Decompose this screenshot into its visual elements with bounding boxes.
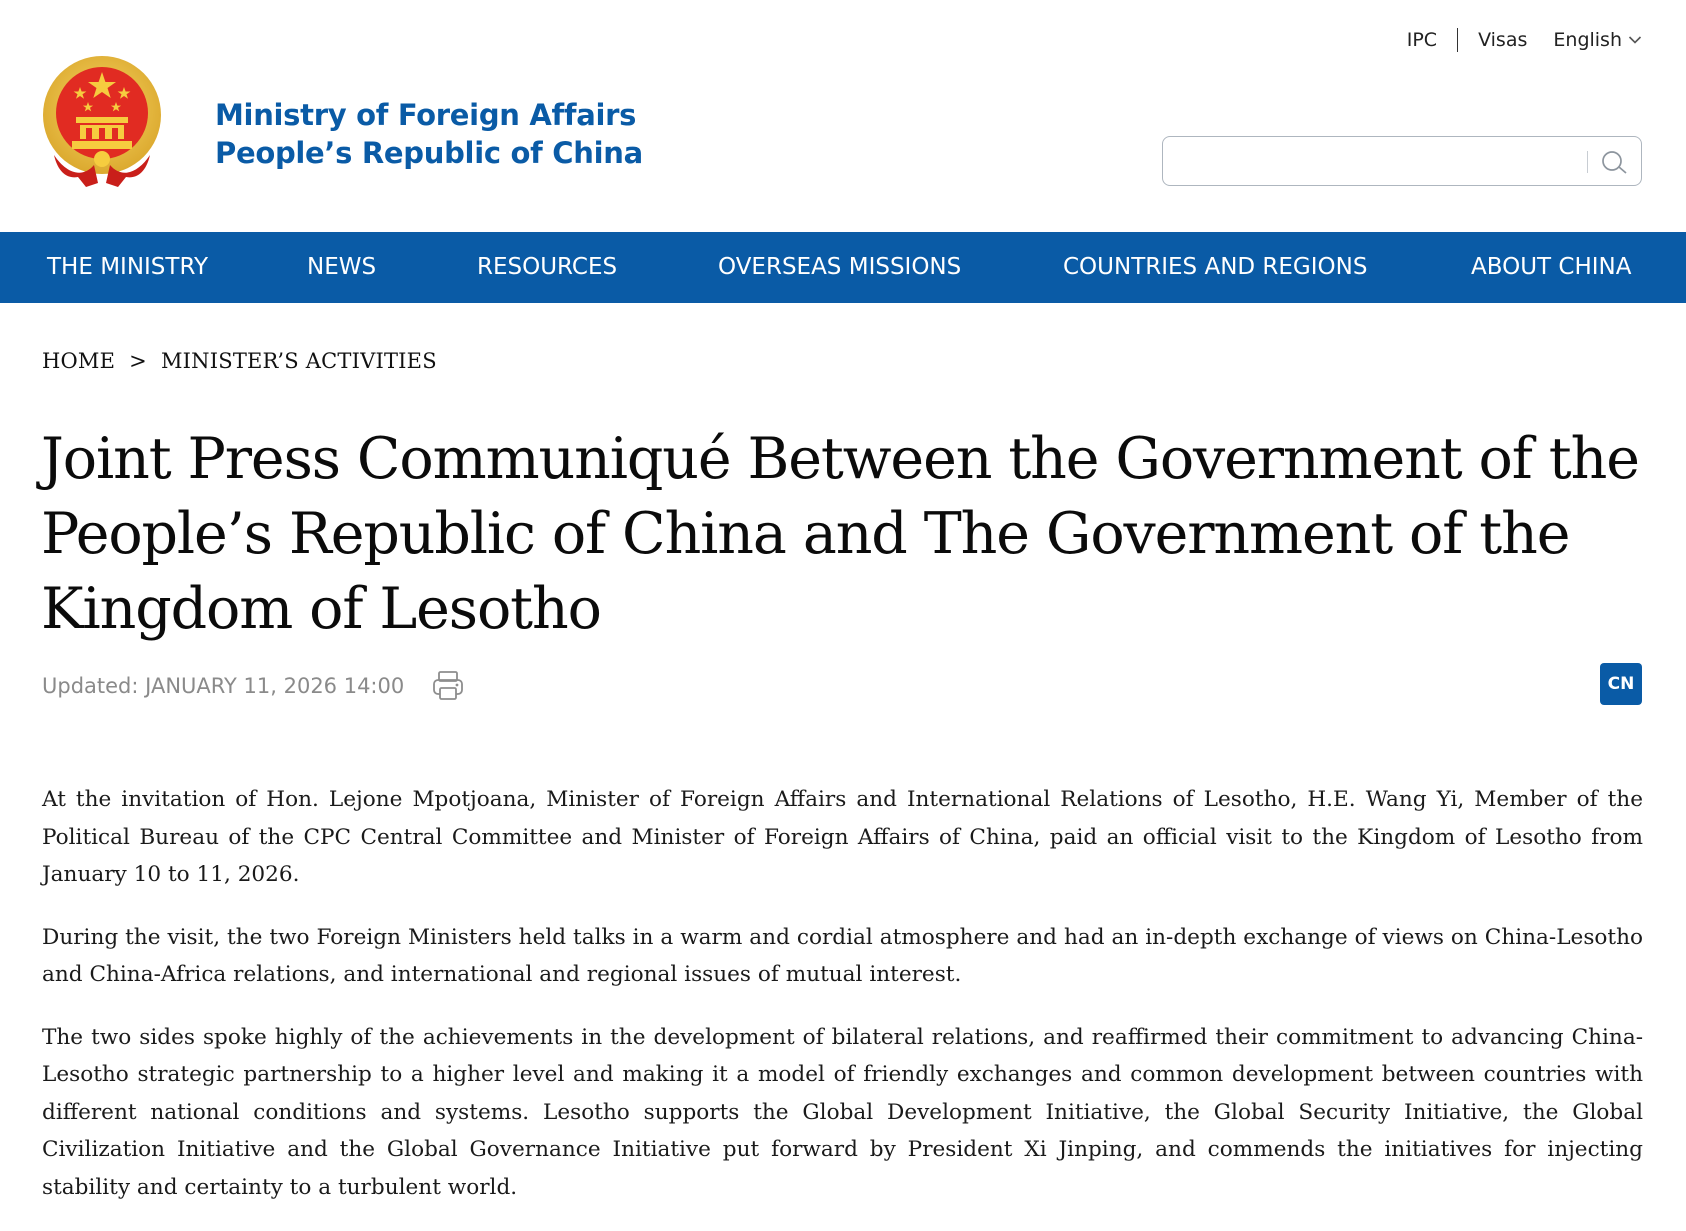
nav-item-resources[interactable]: RESOURCES: [477, 254, 618, 280]
language-label: English: [1553, 29, 1622, 51]
visas-link[interactable]: Visas: [1478, 29, 1528, 51]
search-icon: [1597, 147, 1633, 177]
article-meta: [42, 668, 466, 704]
paragraph: During the visit, the two Foreign Ministers held talks in a warm and cordial atmosphere and had an in-depth exchange of views on China-Lesotho and China-Africa relations, and international and regional issues of mutual interest.: [42, 924, 1643, 987]
search-input[interactable]: [1175, 145, 1589, 179]
article-body: [42, 781, 1643, 1231]
nav-item-about-china[interactable]: ABOUT CHINA: [1471, 254, 1632, 280]
search-divider: [1587, 151, 1588, 173]
nav-item-countries-and-regions[interactable]: COUNTRIES AND REGIONS: [1063, 254, 1368, 280]
language-selector[interactable]: [1553, 29, 1642, 51]
printer-icon[interactable]: [430, 668, 466, 704]
top-links: [1407, 28, 1642, 52]
nav-item-overseas-missions[interactable]: OVERSEAS MISSIONS: [718, 254, 962, 280]
ipc-link[interactable]: IPC: [1406, 29, 1438, 51]
chevron-down-icon: [1628, 35, 1642, 45]
brand-line-1: Ministry of Foreign Affairs: [215, 98, 637, 132]
breadcrumb-home[interactable]: HOME: [42, 349, 116, 373]
article-title: Joint Press Communiqué Between the Government of the People’s Republic of China and The Government of the Kingdom of Lesotho: [41, 426, 1639, 642]
ministry-brand[interactable]: [215, 96, 643, 172]
paragraph: At the invitation of Hon. Lejone Mpotjoana, Minister of Foreign Affairs and International Relations of Lesotho, H.E. Wang Yi, Member of the Political Bureau of the CPC Central Committee and Minister of Foreign Affairs of China, paid an official visit to the Kingdom of Lesotho from January 10 to 11, 2026.: [42, 787, 1643, 887]
breadcrumb: [42, 349, 437, 373]
breadcrumb-separator: >: [129, 349, 147, 373]
breadcrumb-current[interactable]: MINISTER’S ACTIVITIES: [160, 349, 437, 373]
paragraph: The two sides spoke highly of the achievements in the development of bilateral relations, and reaffirmed their commitment to advancing China-Lesotho strategic partnership to a higher level and making it a model of friendly exchanges and common development between countries with different national conditions and systems. Lesotho supports the Global Development Initiative, the Global Security Initiative, the Global Civilization Initiative and the Global Governance Initiative put forward by President Xi Jinping, and commends the initiatives for injecting stability and certainty to a turbulent world.: [42, 1024, 1643, 1200]
brand-line-2: People’s Republic of China: [215, 136, 643, 170]
main-navigation: [0, 232, 1686, 303]
search-box: [1162, 136, 1642, 186]
national-emblem-icon[interactable]: [40, 55, 164, 187]
nav-item-the-ministry[interactable]: THE MINISTRY: [47, 254, 209, 280]
updated-timestamp: Updated: JANUARY 11, 2026 14:00: [42, 674, 405, 698]
search-button[interactable]: [1597, 147, 1633, 177]
top-links-divider: [1457, 28, 1458, 52]
chinese-version-button[interactable]: CN: [1600, 663, 1642, 705]
nav-item-news[interactable]: NEWS: [307, 254, 377, 280]
